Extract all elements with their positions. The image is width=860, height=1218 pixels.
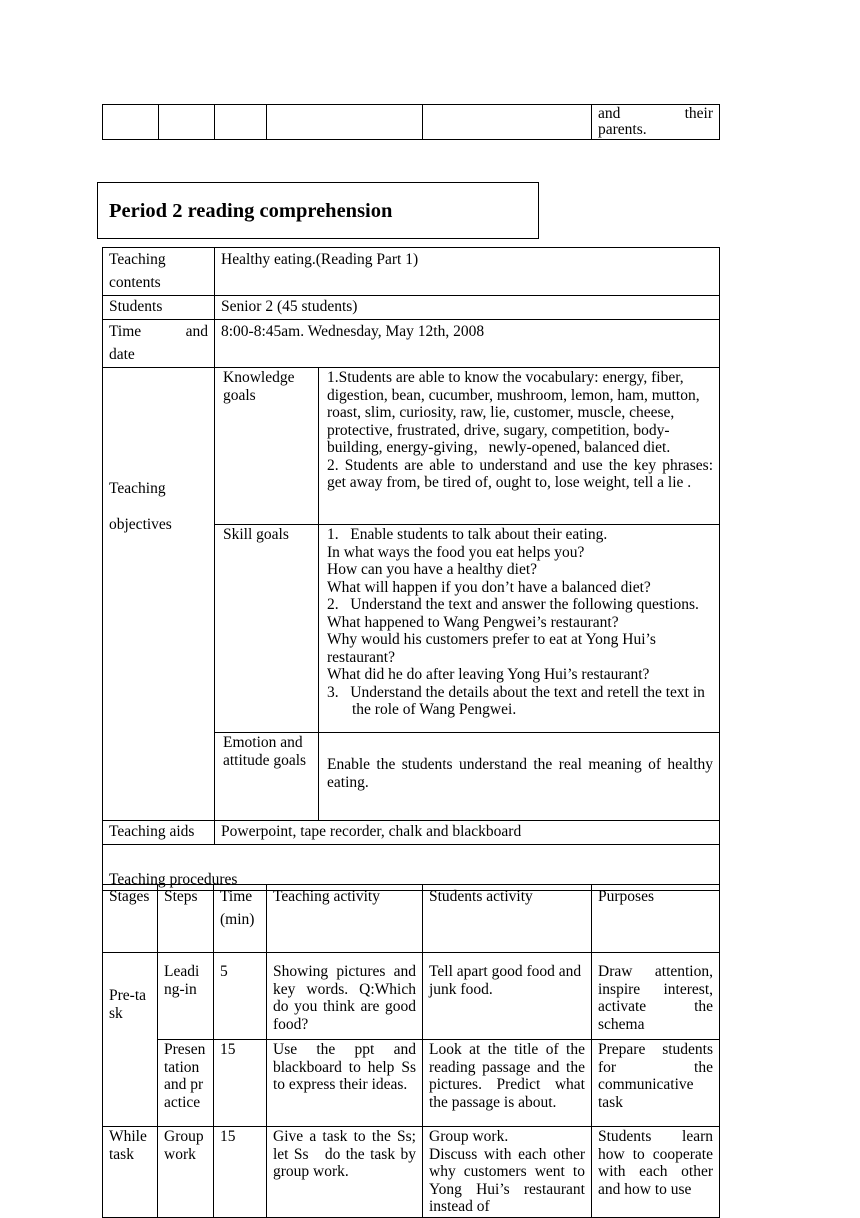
time-group-work: 15 — [214, 1127, 267, 1218]
continued-table-row — [102, 104, 720, 140]
emotion-goal: Enable the students understand the real meaning of healthy eating. — [327, 756, 714, 791]
header-purposes: Purposes — [592, 885, 720, 953]
teaching-group-work: Give a task to the Ss; let Ss do the task by group work. — [267, 1127, 423, 1218]
text: Teaching — [109, 480, 166, 497]
cell — [267, 105, 423, 140]
stage-pre-task: Pre-task — [103, 953, 158, 1127]
lesson-info-table — [102, 247, 720, 891]
text: their — [684, 105, 713, 122]
emotion-goals-label: Emotion and attitude goals — [215, 733, 319, 821]
header-students-activity: Students activity — [423, 885, 592, 953]
students-value: Senior 2 (45 students) — [215, 296, 720, 320]
knowledge-goals-text — [319, 368, 720, 525]
students-leading-in: Tell apart good food and junk food. — [423, 953, 592, 1040]
stage-while-task: While task — [103, 1127, 158, 1218]
text: objectives — [109, 515, 172, 533]
knowledge-goals-label: Knowledge goals — [215, 368, 319, 525]
cell — [103, 105, 159, 140]
teaching-leading-in: Showing pictures and key words. Q:Which do you think are good food? — [267, 953, 423, 1040]
skill-goal-2: 2. Understand the text and answer the following questions. — [327, 596, 699, 613]
section-title: Period 2 reading comprehension — [109, 200, 393, 222]
text: Discuss with each other why customers went to Yong Hui’s restaurant instead of — [429, 1145, 585, 1215]
cell — [215, 105, 267, 140]
skill-goal-1a: In what ways the food you eat helps you? — [327, 543, 585, 561]
knowledge-goal-1: 1.Students are able to know the vocabulary: energy, fiber, digestion, bean, cucumber, mushroom, lemon, ham, mutton, roast, slim, curiosity, raw, lie, customer, muscle, cheese, protective, frustrated, drive, sugary, competition, body-building, energy-giving，newly-opened, balanced diet. — [327, 369, 700, 456]
time-date-label — [103, 320, 215, 368]
students-label: Students — [103, 296, 215, 320]
cell-purposes-continued — [592, 105, 720, 140]
teaching-aids-label: Teaching aids — [103, 821, 215, 845]
text: Teaching procedures — [109, 871, 238, 888]
purposes-presentation: Prepare students for the communicative task — [592, 1040, 720, 1127]
time-date-value: 8:00-8:45am. Wednesday, May 12th, 2008 — [215, 320, 720, 368]
procedures-table — [102, 884, 720, 1218]
skill-goal-2b: Why would his customers prefer to eat at Yong Hui’s restaurant? — [327, 631, 656, 666]
text: Time — [109, 323, 142, 340]
students-group-work — [423, 1127, 592, 1218]
skill-goals-label: Skill goals — [215, 525, 319, 733]
emotion-goals-text — [319, 733, 720, 821]
knowledge-goal-2: 2. Students are able to understand and use the key phrases: get away from, be tired of, ought to, lose weight, tell a lie . — [327, 456, 714, 491]
teaching-objectives-label — [103, 368, 215, 821]
header-steps: Steps — [158, 885, 214, 953]
skill-goal-2c: What did he do after leaving Yong Hui’s restaurant? — [327, 666, 650, 683]
skill-goal-1c: What will happen if you don’t have a balanced diet? — [327, 578, 651, 596]
skill-goal-3: 3. Understand the details about the text and retell the text in the role of Wang Pengwei. — [327, 683, 709, 718]
teaching-contents-value: Healthy eating.(Reading Part 1) — [215, 248, 720, 296]
step-presentation: Presentation and practice — [158, 1040, 214, 1127]
cell — [159, 105, 215, 140]
teaching-presentation: Use the ppt and blackboard to help Ss to express their ideas. — [267, 1040, 423, 1127]
header-teaching-activity: Teaching activity — [267, 885, 423, 953]
time-leading-in: 5 — [214, 953, 267, 1040]
skill-goal-1: 1. Enable students to talk about their eating. — [327, 526, 608, 543]
section-title-box — [97, 182, 539, 239]
text: and — [185, 323, 208, 340]
header-stages: Stages — [103, 885, 158, 953]
step-group-work: Group work — [158, 1127, 214, 1218]
header-time: Time (min) — [214, 885, 267, 953]
purposes-group-work: Students learn how to cooperate with each other and how to use — [592, 1127, 720, 1218]
teaching-aids-value: Powerpoint, tape recorder, chalk and blackboard — [215, 821, 720, 845]
cell — [423, 105, 592, 140]
text: and — [598, 105, 621, 122]
skill-goals-text — [319, 525, 720, 733]
students-presentation: Look at the title of the reading passage and the pictures. Predict what the passage is about. — [423, 1040, 592, 1127]
purposes-leading-in: Draw attention, inspire interest, activate the schema — [592, 953, 720, 1040]
teaching-contents-label: Teaching contents — [103, 248, 215, 296]
skill-goal-1b: How can you have a healthy diet? — [327, 561, 538, 578]
text: date — [109, 345, 135, 363]
time-presentation: 15 — [214, 1040, 267, 1127]
step-leading-in: Leading-in — [158, 953, 214, 1040]
skill-goal-2a: What happened to Wang Pengwei’s restaurant? — [327, 613, 619, 631]
text: parents. — [598, 121, 647, 138]
text: Group work. — [429, 1128, 509, 1145]
